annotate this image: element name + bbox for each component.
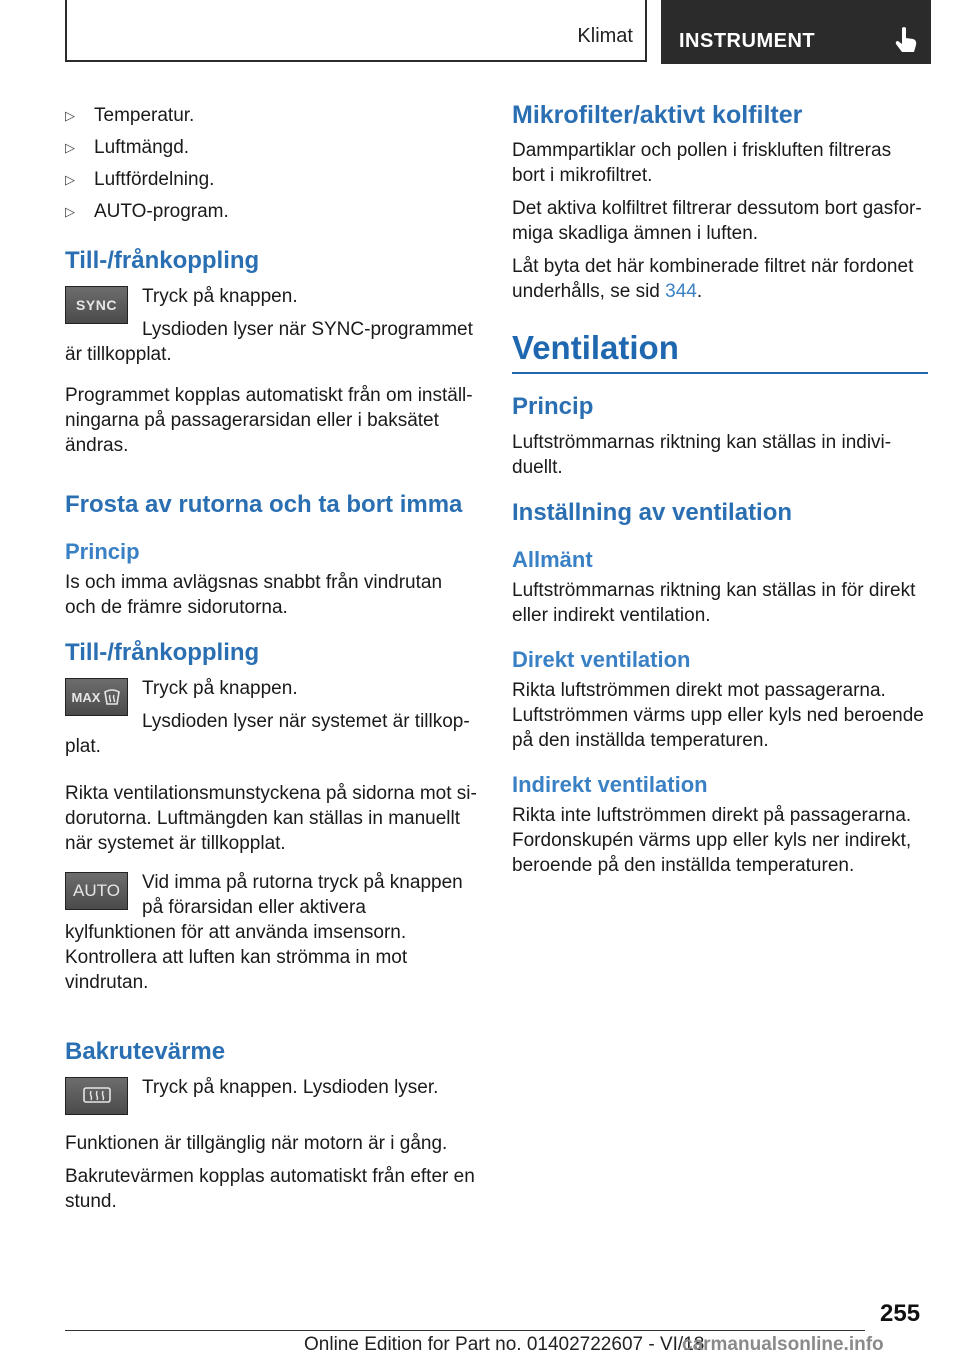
- footer-divider: [65, 1330, 865, 1331]
- header-section-title: Klimat: [577, 25, 633, 47]
- list-item: ▷ Temperatur.: [65, 100, 477, 132]
- sync-instruction: Tryck på knappen.: [142, 286, 298, 307]
- max-defrost-button-image: MAX: [65, 678, 128, 716]
- max-toggle-heading: Till-/frånkoppling: [65, 639, 260, 666]
- sync-button-block: [65, 284, 477, 375]
- list-item: ▷ Luftfördelning.: [65, 164, 477, 196]
- ventilation-principle-heading: Princip: [512, 393, 594, 420]
- auto-instruction-text: Vid imma på rutorna tryck på knappen på förarsidan eller aktivera kylfunktionen för att använda imsensorn. Kontrollera att luften kan strömma in mot vindrutan.: [65, 872, 463, 993]
- rear-heating-auto-off: Bakrutevärmen kopplas automatiskt från efter en stund.: [65, 1166, 475, 1212]
- rear-heating-instruction: Tryck på knappen. Lysdioden lyser.: [142, 1077, 439, 1098]
- triangle-bullet-icon: ▷: [65, 140, 75, 155]
- filter-text-3: Låt byta det här kombinerade filtret när fordonet underhålls, se sid 344.: [512, 256, 914, 302]
- rear-heating-button-image: [65, 1077, 128, 1115]
- auto-button-image: AUTO: [65, 872, 128, 910]
- rear-heating-button-block: [65, 1075, 477, 1121]
- direct-ventilation-text: Rikta luftströmmen direkt mot passagerarna. Luftströmmen värms upp eller kyls ned beroende på den inställda temperaturen.: [512, 680, 924, 751]
- rear-window-heating-icon: [82, 1085, 112, 1107]
- ventilation-principle-text: Luftströmmarnas riktning kan ställas in individuellt.: [512, 432, 892, 478]
- list-item: ▷ AUTO-program.: [65, 196, 477, 228]
- left-column: [65, 100, 477, 1222]
- sync-led-text: Lysdioden lyser när SYNC-programmet är tillkopplat.: [65, 319, 473, 365]
- triangle-bullet-icon: ▷: [65, 204, 75, 219]
- page-header: [65, 0, 931, 64]
- page-reference-link[interactable]: 344: [665, 281, 697, 302]
- defrost-principle-text: Is och imma avlägsnas snabbt från vindrutan och de främre sidorutorna.: [65, 572, 443, 618]
- indirect-ventilation-heading: Indirekt ventilation: [512, 772, 708, 797]
- filter-heading: Mikrofilter/aktivt kolfilter: [512, 101, 803, 129]
- sync-auto-off-text: Programmet kopplas automatiskt från om inställningarna på passagerarsidan eller i baksätet ändras.: [65, 385, 473, 456]
- header-chapter-title: INSTRUMENT: [679, 30, 816, 52]
- general-heading: Allmänt: [512, 547, 593, 572]
- ventilation-title: Ventilation: [512, 329, 679, 366]
- max-led-text: Lysdioden lyser när systemet är tillkopplat.: [65, 711, 470, 757]
- rear-window-heating-heading: Bakrutevärme: [65, 1038, 226, 1065]
- rear-heating-availability: Funktionen är tillgänglig när motorn är i gång.: [65, 1133, 448, 1154]
- page-number: 255: [880, 1300, 921, 1327]
- triangle-bullet-icon: ▷: [65, 108, 75, 123]
- max-vent-text: Rikta ventilationsmunstyckena på sidorna mot sidorutorna. Luftmängden kan ställas in manuellt när systemet är tillkopplat.: [65, 783, 477, 854]
- windshield-defrost-icon: [103, 688, 121, 706]
- indirect-ventilation-text: Rikta inte luftströmmen direkt på passagerarna. Fordonskupén värms upp eller kyls ner indirekt, beroende på den inställda temperaturen.: [512, 805, 912, 876]
- header-section-box: [65, 0, 647, 62]
- filter-text-1: Dammpartiklar och pollen i friskluften filtreras bort i mikrofiltret.: [512, 140, 892, 186]
- defrost-heading: Frosta av rutorna och ta bort imma: [65, 491, 463, 518]
- footer-edition: Online Edition for Part no. 01402722607 - VI/18: [304, 1334, 705, 1355]
- max-button-block: [65, 676, 477, 767]
- filter-text-2: Det aktiva kolfiltret filtrerar dessutom bort gasformiga skadliga ämnen i luften.: [512, 198, 922, 244]
- auto-button-block: [65, 870, 477, 1003]
- footer-watermark: carmanualsonline.info: [682, 1334, 884, 1355]
- right-column: [512, 100, 928, 886]
- sync-toggle-heading: Till-/frånkoppling: [65, 247, 260, 274]
- climate-bullet-list: [65, 100, 477, 228]
- direct-ventilation-heading: Direkt ventilation: [512, 647, 691, 672]
- ventilation-title-block: [512, 328, 928, 374]
- defrost-principle-heading: Princip: [65, 539, 140, 564]
- header-chapter-box: [661, 0, 931, 64]
- max-instruction: Tryck på knappen.: [142, 678, 298, 699]
- triangle-bullet-icon: ▷: [65, 172, 75, 187]
- ventilation-setting-heading: Inställning av ventilation: [512, 499, 793, 526]
- general-text: Luftströmmarnas riktning kan ställas in för direkt eller indirekt ventilation.: [512, 580, 916, 626]
- list-item: ▷ Luftmängd.: [65, 132, 477, 164]
- sync-button-image: SYNC: [65, 286, 128, 324]
- hand-pointer-icon: [893, 26, 919, 54]
